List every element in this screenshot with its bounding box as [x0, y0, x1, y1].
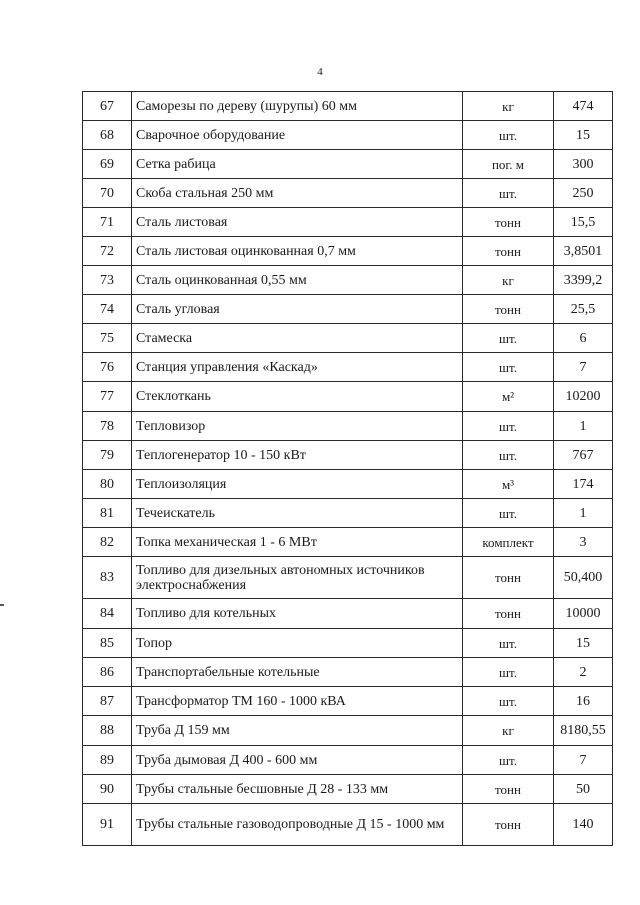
item-quantity: 300	[554, 150, 613, 179]
item-name: Сталь угловая	[132, 295, 463, 324]
item-quantity: 50	[554, 775, 613, 804]
page-number: 4	[317, 66, 323, 78]
item-quantity: 1	[554, 412, 613, 441]
row-number: 71	[83, 208, 132, 237]
item-name: Скоба стальная 250 мм	[132, 179, 463, 208]
item-quantity: 16	[554, 687, 613, 716]
item-name: Станция управления «Каскад»	[132, 353, 463, 382]
item-unit: тонн	[463, 804, 554, 846]
table-row	[83, 208, 613, 237]
item-quantity: 474	[554, 92, 613, 121]
item-unit: тонн	[463, 295, 554, 324]
row-number: 67	[83, 92, 132, 121]
items-table	[82, 91, 613, 846]
item-quantity: 10200	[554, 382, 613, 412]
item-name: Теплоизоляция	[132, 470, 463, 499]
table-row	[83, 237, 613, 266]
row-number: 72	[83, 237, 132, 266]
row-number: 81	[83, 499, 132, 528]
item-unit: шт.	[463, 412, 554, 441]
row-number: 80	[83, 470, 132, 499]
item-name: Сталь оцинкованная 0,55 мм	[132, 266, 463, 295]
item-unit: пог. м	[463, 150, 554, 179]
item-name: Сталь листовая	[132, 208, 463, 237]
item-name: Сталь листовая оцинкованная 0,7 мм	[132, 237, 463, 266]
item-name: Труба Д 159 мм	[132, 716, 463, 746]
row-number: 90	[83, 775, 132, 804]
row-number: 85	[83, 629, 132, 658]
row-number: 75	[83, 324, 132, 353]
table-row	[83, 412, 613, 441]
table-row	[83, 804, 613, 846]
item-quantity: 174	[554, 470, 613, 499]
table-row	[83, 92, 613, 121]
item-name: Теплогенератор 10 - 150 кВт	[132, 441, 463, 470]
table-row	[83, 121, 613, 150]
table-row	[83, 716, 613, 746]
table-row	[83, 179, 613, 208]
row-number: 76	[83, 353, 132, 382]
table-row	[83, 441, 613, 470]
item-quantity: 10000	[554, 599, 613, 629]
table-row	[83, 557, 613, 599]
table-row	[83, 382, 613, 412]
row-number: 77	[83, 382, 132, 412]
item-quantity: 25,5	[554, 295, 613, 324]
item-unit: шт.	[463, 499, 554, 528]
row-number: 74	[83, 295, 132, 324]
item-unit: шт.	[463, 687, 554, 716]
item-unit: м³	[463, 470, 554, 499]
table-row	[83, 687, 613, 716]
item-unit: комплект	[463, 528, 554, 557]
table-row	[83, 746, 613, 775]
row-number: 84	[83, 599, 132, 629]
item-unit: шт.	[463, 353, 554, 382]
item-unit: кг	[463, 92, 554, 121]
row-number: 70	[83, 179, 132, 208]
item-quantity: 3399,2	[554, 266, 613, 295]
row-number: 68	[83, 121, 132, 150]
item-unit: тонн	[463, 557, 554, 599]
margin-mark	[0, 604, 4, 606]
item-name: Течеискатель	[132, 499, 463, 528]
table-row	[83, 658, 613, 687]
row-number: 91	[83, 804, 132, 846]
item-unit: тонн	[463, 208, 554, 237]
item-unit: тонн	[463, 775, 554, 804]
item-unit: кг	[463, 266, 554, 295]
table-row	[83, 499, 613, 528]
table-row	[83, 295, 613, 324]
item-name: Топливо для котельных	[132, 599, 463, 629]
item-unit: м²	[463, 382, 554, 412]
table-row	[83, 353, 613, 382]
table-row	[83, 775, 613, 804]
table-row	[83, 470, 613, 499]
item-unit: тонн	[463, 237, 554, 266]
item-quantity: 15	[554, 121, 613, 150]
item-quantity: 2	[554, 658, 613, 687]
table-row	[83, 266, 613, 295]
item-unit: шт.	[463, 629, 554, 658]
item-quantity: 3	[554, 528, 613, 557]
item-quantity: 15	[554, 629, 613, 658]
table-row	[83, 150, 613, 179]
table-row	[83, 528, 613, 557]
item-name: Сварочное оборудование	[132, 121, 463, 150]
item-name: Стеклоткань	[132, 382, 463, 412]
table-row	[83, 324, 613, 353]
item-name: Топор	[132, 629, 463, 658]
item-quantity: 250	[554, 179, 613, 208]
item-name: Сетка рабица	[132, 150, 463, 179]
item-quantity: 3,8501	[554, 237, 613, 266]
table-row	[83, 599, 613, 629]
item-quantity: 140	[554, 804, 613, 846]
item-unit: шт.	[463, 658, 554, 687]
item-name: Тепловизор	[132, 412, 463, 441]
item-name: Транспортабельные котельные	[132, 658, 463, 687]
row-number: 73	[83, 266, 132, 295]
item-unit: шт.	[463, 121, 554, 150]
item-quantity: 1	[554, 499, 613, 528]
items-table-body	[83, 92, 613, 846]
table-row	[83, 629, 613, 658]
item-unit: кг	[463, 716, 554, 746]
row-number: 79	[83, 441, 132, 470]
item-quantity: 15,5	[554, 208, 613, 237]
row-number: 86	[83, 658, 132, 687]
item-name: Стамеска	[132, 324, 463, 353]
row-number: 89	[83, 746, 132, 775]
row-number: 83	[83, 557, 132, 599]
item-unit: тонн	[463, 599, 554, 629]
item-name: Топка механическая 1 - 6 МВт	[132, 528, 463, 557]
item-name: Трубы стальные газоводопроводные Д 15 - 1000 мм	[132, 804, 463, 846]
item-unit: шт.	[463, 441, 554, 470]
item-unit: шт.	[463, 179, 554, 208]
item-name: Трансформатор ТМ 160 - 1000 кВА	[132, 687, 463, 716]
item-quantity: 8180,55	[554, 716, 613, 746]
row-number: 87	[83, 687, 132, 716]
item-quantity: 7	[554, 746, 613, 775]
item-quantity: 6	[554, 324, 613, 353]
row-number: 82	[83, 528, 132, 557]
item-name: Топливо для дизельных автономных источников электроснабжения	[132, 557, 463, 599]
item-unit: шт.	[463, 746, 554, 775]
item-name: Саморезы по дереву (шурупы) 60 мм	[132, 92, 463, 121]
row-number: 78	[83, 412, 132, 441]
item-name: Труба дымовая Д 400 - 600 мм	[132, 746, 463, 775]
row-number: 88	[83, 716, 132, 746]
item-quantity: 7	[554, 353, 613, 382]
item-quantity: 767	[554, 441, 613, 470]
row-number: 69	[83, 150, 132, 179]
item-quantity: 50,400	[554, 557, 613, 599]
item-name: Трубы стальные бесшовные Д 28 - 133 мм	[132, 775, 463, 804]
item-unit: шт.	[463, 324, 554, 353]
